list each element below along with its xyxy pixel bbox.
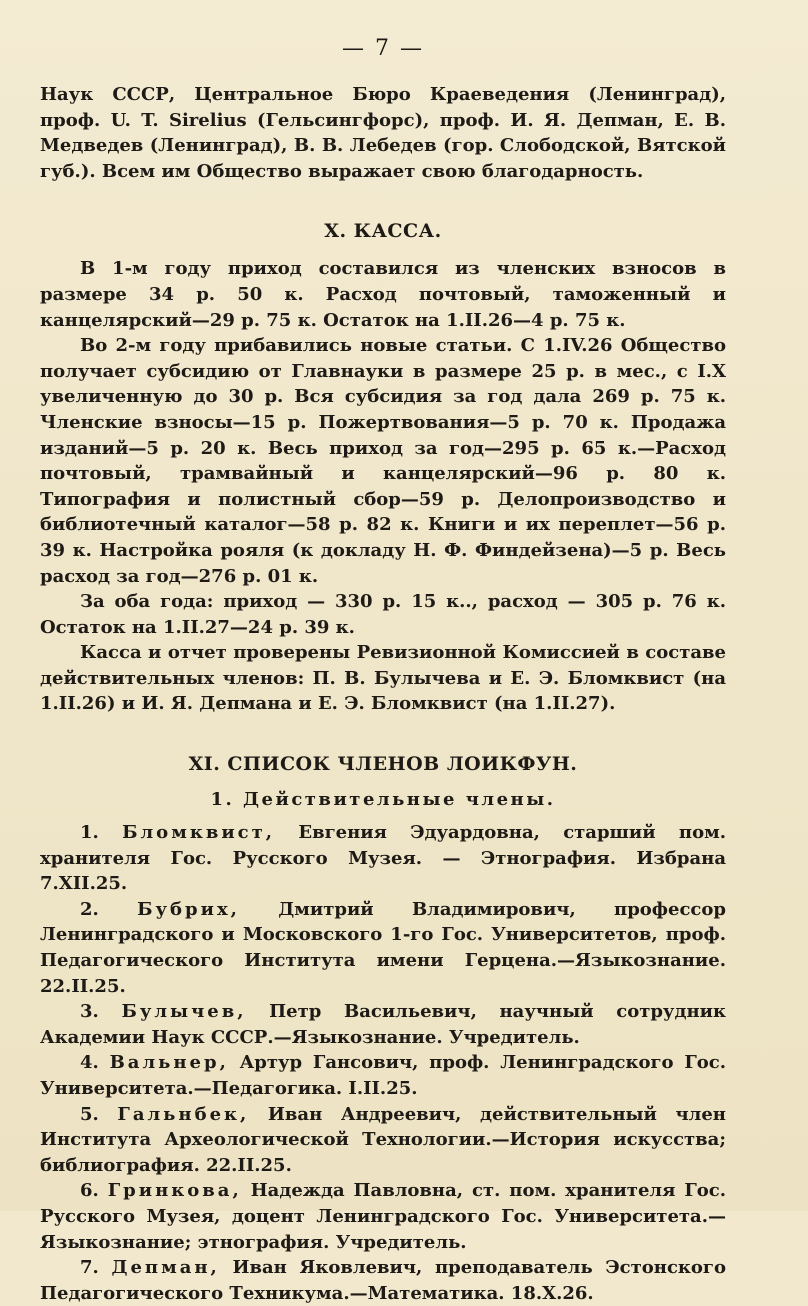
member-surname: Бломквист, [122,822,276,844]
member-details: Артур Гансович, проф. Ленинградского Гос. Университета.—Педагогика. I.II.25. [40,1052,726,1099]
member-entry [40,820,726,897]
members-subtitle: 1. Действительные члены. [210,789,556,811]
page-number: — 7 — [342,36,424,61]
kassa-paragraph-4: Касса и отчет проверены Ревизионной Комиссией в составе действительных членов: П. В. Булычева и Е. Э. Бломквист (на 1.II.26) и И. Я. Депмана и Е. Э. Бломквист (на 1.II.27). [40,642,726,715]
member-details: Надежда Павловна, ст. пом. хранителя Гос. Русского Музея, доцент Ленинградского Гос. Университета.—Языкознание; этнография. Учредитель. [40,1180,726,1253]
member-surname: Гринкова, [107,1180,242,1202]
member-surname: Депман, [111,1257,220,1279]
member-entry [40,1178,726,1255]
member-details: Петр Васильевич, научный сотрудник Академии Наук СССР.—Языкознание. Учредитель. [40,1001,726,1048]
member-entry [40,897,726,999]
member-surname: Булычев, [121,1001,247,1023]
member-details: Иван Андреевич, действительный член Института Археологической Технологии.—История искусства; библиография. 22.II.25. [40,1103,726,1176]
member-list [40,820,726,1306]
member-number: 1. [80,822,99,844]
member-details: Иван Яковлевич, преподаватель Эстонского Педагогического Техникума.—Математика. 18.X.26. [40,1257,726,1304]
member-entry [40,1102,726,1179]
intro-paragraph: Наук СССР, Центральное Бюро Краеведения (Ленинград), проф. U. T. Sirelius (Гельсингфорс), проф. И. Я. Депман, Е. В. Медведев (Ленинград), В. В. Лебедев (гор. Слободской, Вятской губ.). Всем им Общество выражает свою благодарность. [40,84,726,182]
section-xi-title: XI. СПИСОК ЧЛЕНОВ ЛОИКФУН. [188,753,578,776]
member-entry [40,999,726,1050]
member-number: 4. [80,1052,99,1074]
member-surname: Бубрих, [137,898,240,920]
member-details: Евгения Эдуардовна, старший пом. хранителя Гос. Русского Музея. — Этнография. Избрана 7.XII.25. [40,822,726,895]
member-number: 5. [80,1103,99,1125]
member-number: 7. [80,1257,99,1279]
member-surname: Вальнер, [109,1052,229,1074]
kassa-paragraph-2: Во 2-м году прибавились новые статьи. С 1.IV.26 Общество получает субсидию от Главнауки в размере 25 р. в мес., с I.X увеличенную до 30 р. Вся субсидия за год дала 269 р. 75 к. Членские взносы—15 р. Пожертвования—5 р. 70 к. Продажа изданий—5 р. 20 к. Весь приход за год—295 р. 65 к.—Расход почтовый, трамвайный и канцелярский—96 р. 80 к. Типография и полистный сбор—59 р. Делопроизводство и библиотечный каталог—58 р. 82 к. Книги и их переплет—56 р. 39 к. Настройка рояля (к докладу Н. Ф. Финдейзена)—5 р. Весь расход за год—276 р. 01 к. [40,335,726,587]
member-details: Дмитрий Владимирович, профессор Ленинградского и Московского 1-го Гос. Университетов, проф. Педагогического Института имени Герцена.—Языкознание. 22.II.25. [40,898,726,997]
section-x-title: X. КАССА. [324,220,442,243]
kassa-paragraph-3: За оба года: приход — 330 р. 15 к.., расход — 305 р. 76 к. Остаток на 1.II.27—24 р. 39 к. [40,591,726,638]
member-number: 6. [80,1180,99,1202]
kassa-paragraph-1: В 1-м году приход составился из членских взносов в размере 34 р. 50 к. Расход почтовый, таможенный и канцелярский—29 р. 75 к. Остаток на 1.II.26—4 р. 75 к. [40,258,726,331]
member-entry [40,1255,726,1306]
member-surname: Гальнбек, [117,1103,250,1125]
member-number: 2. [80,898,99,920]
member-entry [40,1050,726,1101]
member-number: 3. [80,1001,99,1023]
